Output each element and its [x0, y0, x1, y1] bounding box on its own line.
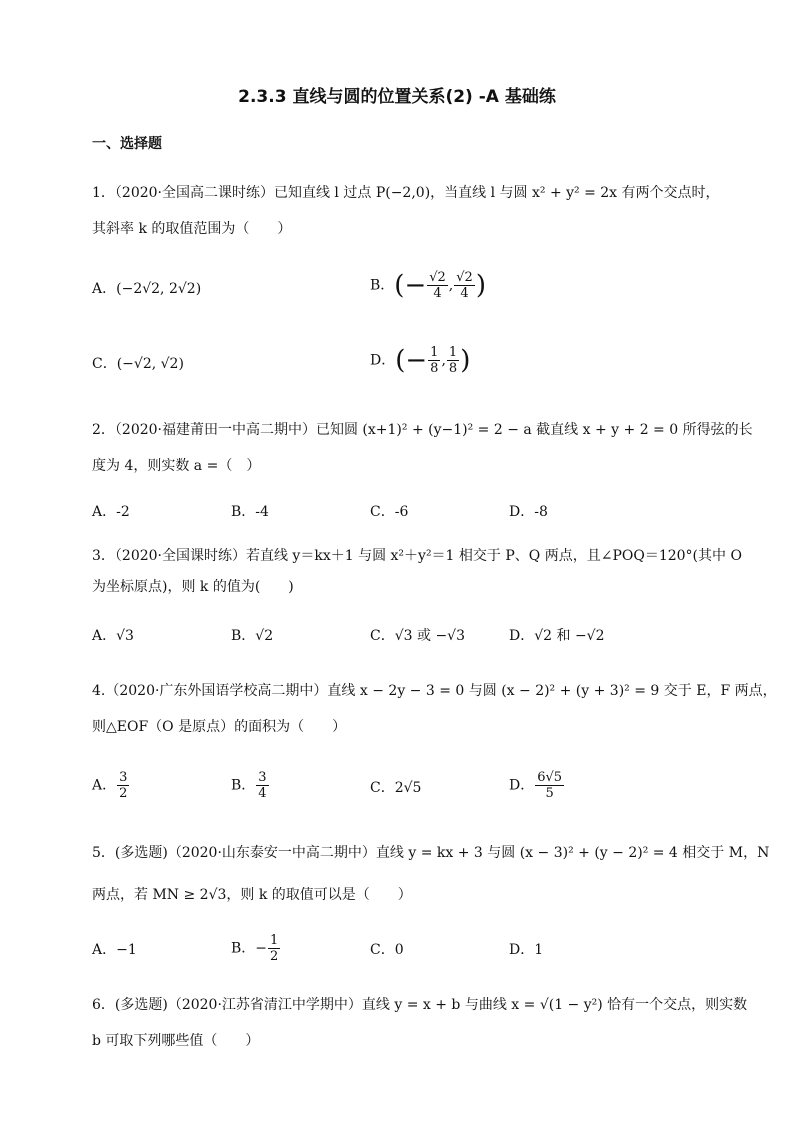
q3-stem-line2: 为坐标原点)，则 k 的值为( )	[92, 579, 294, 595]
q5-option-a: A．−1	[92, 942, 137, 958]
numerator: 1	[448, 345, 458, 360]
denominator: 2	[119, 786, 128, 801]
comma: ,	[441, 352, 446, 369]
q1-stem-line1: 1．（2020·全国高二课时练）已知直线 l 过点 P(−2,0)，当直线 l 与圆 x² + y² = 2x 有两个交点时，	[92, 185, 720, 201]
option-label: B．	[231, 940, 256, 957]
paren: (−	[394, 270, 427, 301]
option-label: B．	[370, 277, 395, 294]
numerator: 3	[258, 770, 267, 785]
option-label: D．	[370, 352, 396, 369]
q6-stem-line1: 6．(多选题)（2020·江苏省清江中学期中）直线 y = x + b 与曲线 x = √(1 − y²) 恰有一个交点，则实数	[92, 997, 748, 1013]
q1-option-d	[370, 345, 470, 376]
q1-stem-line2: 其斜率 k 的取值范围为（ ）	[92, 221, 292, 237]
denominator: 8	[448, 361, 458, 376]
option-value: (−2√2, 2√2)	[116, 281, 202, 297]
q4-option-a	[92, 770, 130, 801]
denominator: 4	[433, 286, 442, 301]
q4-option-b	[231, 770, 270, 801]
document-title: 2.3.3 直线与圆的位置关系(2) -A 基础练	[238, 87, 556, 107]
fraction	[117, 770, 129, 801]
q2-stem-line1: 2．（2020·福建莆田一中高二期中）已知圆 (x+1)² + (y−1)² = 2 − a 截直线 x + y + 2 = 0 所得弦的长	[92, 422, 753, 438]
q2-option-a: A．-2	[92, 504, 130, 520]
numerator: √2	[456, 270, 473, 285]
option-value: (−√2, √2)	[116, 356, 184, 372]
denominator: 4	[258, 786, 267, 801]
q6-stem-line2: b 可取下列哪些值（ ）	[92, 1033, 260, 1049]
paren: )	[475, 270, 486, 301]
numerator: 6√5	[537, 770, 563, 785]
q3-option-d: D．√2 和 −√2	[509, 628, 605, 644]
paren: )	[460, 345, 471, 376]
q5-stem-line2: 两点，若 MN ≥ 2√3，则 k 的取值可以是（ ）	[92, 887, 412, 903]
denominator: 4	[460, 286, 469, 301]
q3-option-c: C．√3 或 −√3	[370, 628, 465, 644]
numerator: 3	[119, 770, 128, 785]
paren: (−	[395, 345, 428, 376]
q4-option-d	[509, 770, 565, 801]
q1-option-a	[92, 280, 201, 298]
denominator: 2	[270, 949, 279, 964]
q5-stem-line1: 5．(多选题)（2020·山东泰安一中高二期中）直线 y = kx + 3 与圆 (x − 3)² + (y − 2)² = 4 相交于 M，N	[92, 845, 770, 861]
numerator: 1	[430, 345, 439, 360]
q2-option-d: D．-8	[509, 504, 548, 520]
q3-stem-line1: 3．（2020·全国课时练）若直线 y＝kx＋1 与圆 x²＋y²＝1 相交于 P、Q 两点，且∠POQ＝120°(其中 O	[92, 548, 742, 564]
option-label: A．	[92, 777, 117, 794]
denominator: 5	[545, 786, 554, 801]
numerator: √2	[429, 270, 446, 285]
fraction	[268, 933, 280, 964]
q3-option-a: A．√3	[92, 628, 134, 644]
q2-option-b: B．-4	[231, 504, 269, 520]
q3-option-b: B．√2	[231, 628, 274, 644]
fraction	[428, 345, 440, 376]
option-label: A．	[92, 281, 117, 297]
q4-stem-line1: 4.（2020·广东外国语学校高二期中）直线 x − 2y − 3 = 0 与圆 (x − 2)² + (y + 3)² = 9 交于 E，F 两点，	[92, 683, 777, 699]
q5-option-b	[231, 933, 281, 964]
q4-stem-line2: 则△EOF（O 是原点）的面积为（ ）	[92, 719, 347, 735]
q1-option-b	[370, 270, 486, 301]
fraction	[427, 270, 448, 301]
minus-sign: −	[255, 940, 268, 957]
fraction	[447, 345, 459, 376]
q1-option-c	[92, 355, 184, 373]
q2-option-c: C．-6	[370, 504, 409, 520]
q5-option-c: C．0	[370, 942, 404, 958]
q2-stem-line2: 度为 4，则实数 a =（ ）	[92, 458, 261, 474]
numerator: 1	[270, 933, 279, 948]
section-heading: 一、选择题	[92, 136, 162, 152]
comma: ,	[448, 277, 454, 294]
q5-option-d: D．1	[509, 942, 544, 958]
fraction	[256, 770, 268, 801]
denominator: 8	[430, 361, 439, 376]
option-label: D．	[509, 777, 535, 794]
option-label: B．	[231, 777, 256, 794]
fraction	[535, 770, 564, 801]
q4-option-c: C．2√5	[370, 780, 422, 796]
fraction	[454, 270, 475, 301]
option-label: C．	[92, 356, 117, 372]
